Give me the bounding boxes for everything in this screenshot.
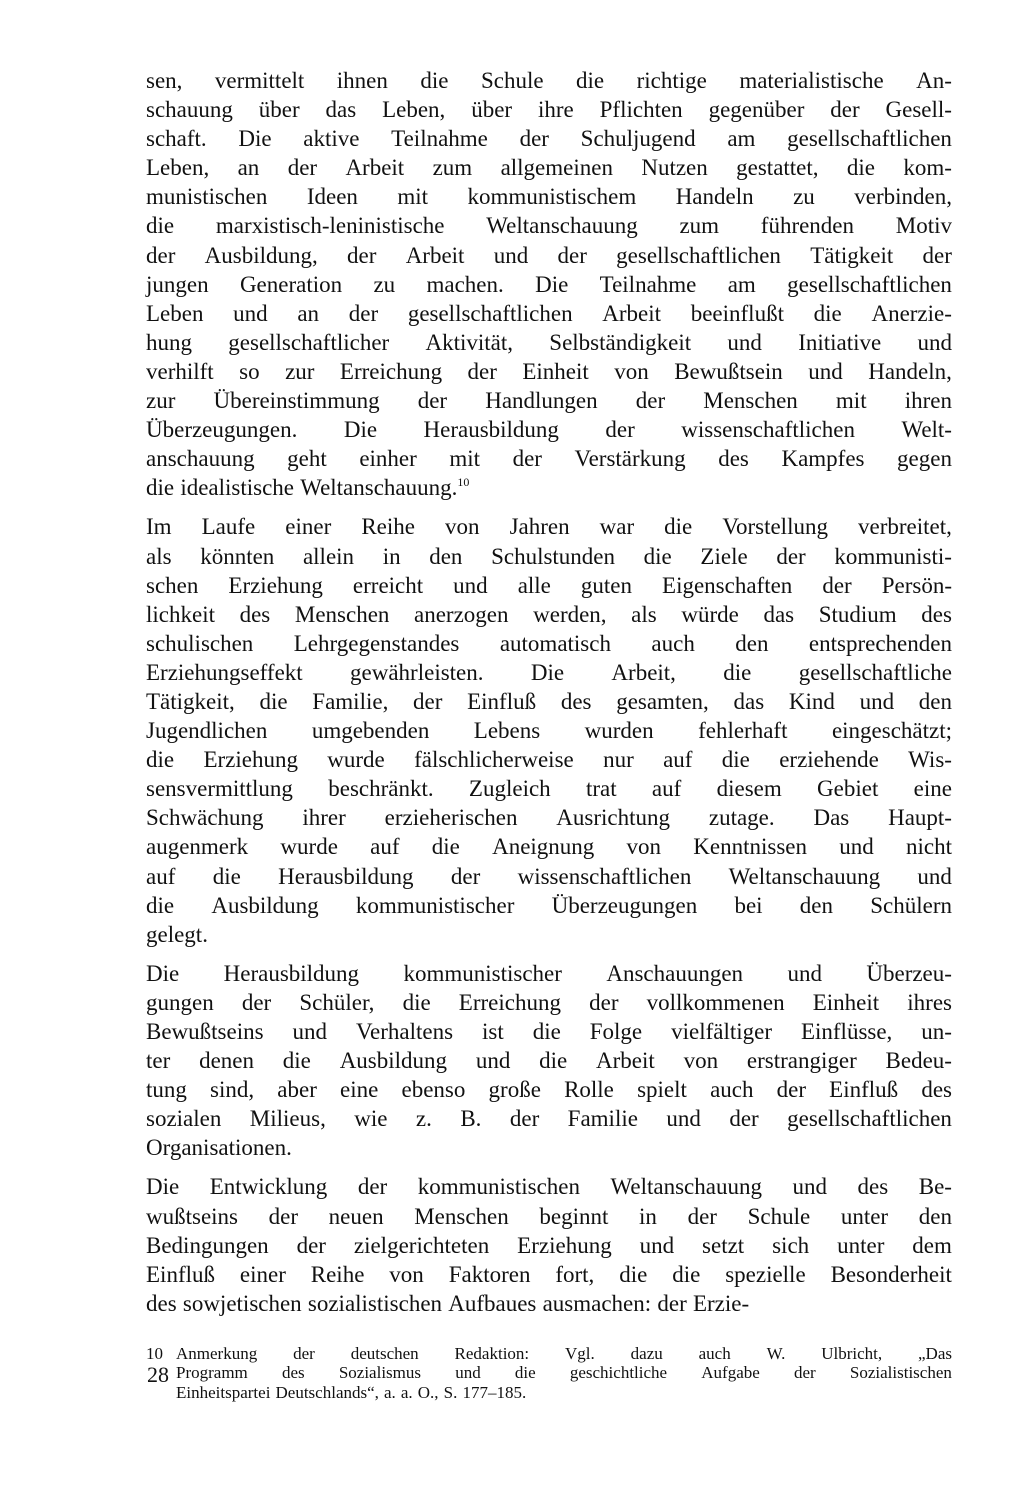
text-line: gelegt. bbox=[146, 921, 208, 947]
text-line: Leben, an der Arbeit zum allgemeinen Nutzen gestattet, die kom- bbox=[146, 155, 952, 181]
text-line: verhilft so zur Erreichung der Einheit von Bewußtsein und Handeln, bbox=[146, 358, 952, 384]
text-line: als könnten allein in den Schulstunden die Ziele der kommunisti- bbox=[146, 543, 952, 569]
footnote-reference: 10 bbox=[457, 475, 470, 490]
text-line: Die Entwicklung der kommunistischen Weltanschauung und des Be- bbox=[146, 1174, 952, 1200]
text-line: wußtseins der neuen Menschen beginnt in der Schule unter den bbox=[146, 1203, 952, 1229]
text-line: lichkeit des Menschen anerzogen werden, als würde das Studium des bbox=[146, 601, 952, 627]
text-line: die marxistisch-leninistische Weltanschauung zum führenden Motiv bbox=[146, 213, 952, 239]
text-line: Schwächung ihrer erzieherischen Ausrichtung zutage. Das Haupt- bbox=[146, 805, 952, 831]
text-line: augenmerk wurde auf die Aneignung von Kenntnissen und nicht bbox=[146, 834, 952, 860]
text-line: hung gesellschaftlicher Aktivität, Selbständigkeit und Initiative und bbox=[146, 329, 952, 355]
text-line: die Ausbildung kommunistischer Überzeugungen bei den Schülern bbox=[146, 892, 952, 918]
text-line: Organisationen. bbox=[146, 1135, 292, 1161]
paragraph bbox=[146, 66, 952, 502]
footnote-number: 10 bbox=[146, 1343, 163, 1363]
paragraph bbox=[146, 959, 952, 1163]
text-line: Überzeugungen. Die Herausbildung der wissenschaftlichen Welt- bbox=[146, 417, 952, 443]
text-line: Im Laufe einer Reihe von Jahren war die Vorstellung verbreitet, bbox=[146, 514, 952, 540]
text-line: sozialen Milieus, wie z. B. der Familie und der gesellschaftlichen bbox=[146, 1106, 952, 1132]
text-line: Bedingungen der zielgerichteten Erziehung und setzt sich unter dem bbox=[146, 1232, 952, 1258]
text-line: des sowjetischen sozialistischen Aufbaues ausmachen: der Erzie- bbox=[146, 1290, 750, 1316]
page-number: 28 bbox=[147, 1362, 169, 1387]
text-line: munistischen Ideen mit kommunistischem Handeln zu verbinden, bbox=[146, 184, 952, 210]
text-line: sen, vermittelt ihnen die Schule die richtige materialistische An- bbox=[146, 68, 952, 93]
text-line: Bewußtseins und Verhaltens ist die Folge vielfältiger Einflüsse, un- bbox=[146, 1019, 952, 1044]
text-line: jungen Generation zu machen. Die Teilnahme am gesellschaftlichen bbox=[146, 271, 952, 297]
footnote-text bbox=[176, 1343, 952, 1402]
text-line: Tätigkeit, die Familie, der Einfluß des gesamten, das Kind und den bbox=[146, 688, 952, 714]
paragraph bbox=[146, 512, 952, 948]
text-line: anschauung geht einher mit der Verstärkung des Kampfes gegen bbox=[146, 446, 952, 472]
text-line: Einfluß einer Reihe von Faktoren fort, die die spezielle Besonderheit bbox=[146, 1261, 952, 1287]
main-text bbox=[146, 66, 952, 1318]
text-line: Erziehungseffekt gewährleisten. Die Arbeit, die gesellschaftliche bbox=[146, 659, 952, 685]
text-line: Leben und an der gesellschaftlichen Arbeit beeinflußt die Anerzie- bbox=[146, 300, 952, 326]
text-line: zur Übereinstimmung der Handlungen der Menschen mit ihren bbox=[146, 388, 952, 414]
text-line: die Erziehung wurde fälschlicherweise nur auf die erziehende Wis- bbox=[146, 747, 952, 773]
text-line: schauung über das Leben, über ihre Pflichten gegenüber der Gesell- bbox=[146, 97, 952, 123]
footnote-line: Programm des Sozialismus und die geschichtliche Aufgabe der Sozialistischen bbox=[176, 1363, 952, 1383]
text-line: schaft. Die aktive Teilnahme der Schuljugend am gesellschaftlichen bbox=[146, 126, 952, 152]
footnote-line: Einheitspartei Deutschlands“, a. a. O., S. 177–185. bbox=[176, 1382, 527, 1402]
footnote-line: Anmerkung der deutschen Redaktion: Vgl. dazu auch W. Ulbricht, „Das bbox=[176, 1343, 952, 1363]
text-line: auf die Herausbildung der wissenschaftlichen Weltanschauung und bbox=[146, 863, 952, 889]
text-line: ter denen die Ausbildung und die Arbeit von erstrangiger Bedeu- bbox=[146, 1048, 952, 1074]
text-line: Jugendlichen umgebenden Lebens wurden fehlerhaft eingeschätzt; bbox=[146, 718, 952, 744]
text-line: sensvermittlung beschränkt. Zugleich trat auf diesem Gebiet eine bbox=[146, 776, 952, 802]
text-line: tung sind, aber eine ebenso große Rolle spielt auch der Einfluß des bbox=[146, 1077, 952, 1103]
text-line: die idealistische Weltanschauung.$^{10}$ bbox=[146, 475, 470, 501]
text-line: der Ausbildung, der Arbeit und der gesellschaftlichen Tätigkeit der bbox=[146, 242, 952, 268]
text-line: gungen der Schüler, die Erreichung der vollkommenen Einheit ihres bbox=[146, 989, 952, 1015]
text-line: schulischen Lehrgegenstandes automatisch auch den entsprechenden bbox=[146, 630, 952, 656]
text-line: Die Herausbildung kommunistischer Anschauungen und Überzeu- bbox=[146, 960, 952, 986]
paragraph bbox=[146, 1172, 952, 1317]
text-line: schen Erziehung erreicht und alle guten Eigenschaften der Persön- bbox=[146, 572, 952, 598]
